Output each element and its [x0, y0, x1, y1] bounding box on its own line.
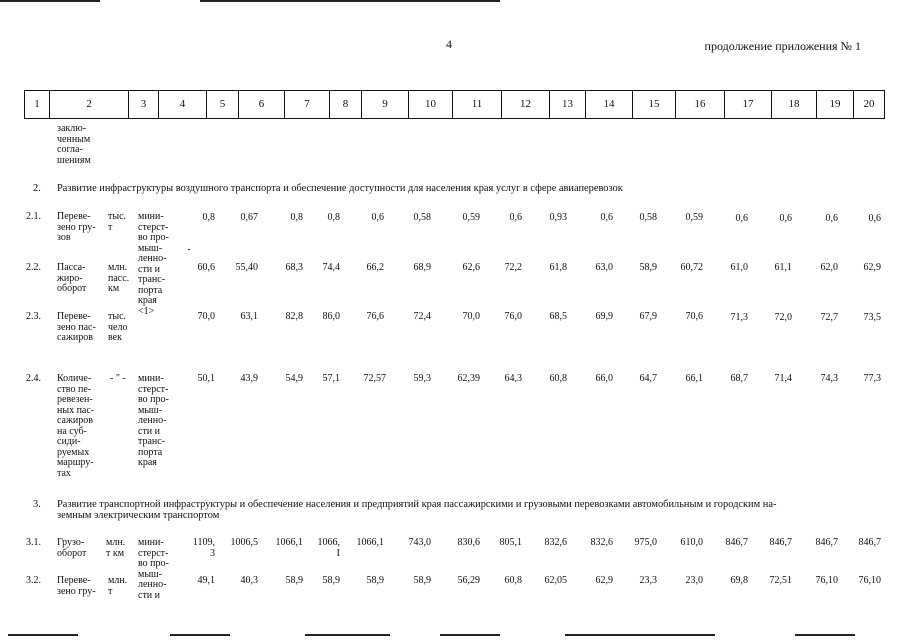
value-cell: 0,8 — [327, 212, 340, 223]
value-cell: 975,0 — [634, 537, 657, 548]
value-cell: 62,9 — [595, 575, 613, 586]
value-cell: 0,8 — [290, 212, 303, 223]
row-2-3-number: 2.3. — [26, 311, 41, 322]
row-2-1-responsible: мини- стерст- во про- мыш- ленно- сти и транс- порта края <1> — [138, 211, 169, 317]
value-cell: 0,8 — [202, 212, 215, 223]
row-2-2-indicator: Пасса- жиро- оборот — [57, 262, 87, 294]
value-cell: 0,59 — [462, 212, 480, 223]
value-cell: 66,0 — [595, 373, 613, 384]
value-cell: 76,6 — [366, 311, 384, 322]
appendix-reference: продолжение приложения № 1 — [704, 39, 861, 53]
row-3-1-number: 3.1. — [26, 537, 41, 548]
value-cell: 62,0 — [820, 262, 838, 273]
row-2-3-unit: тыс. чело век — [108, 311, 128, 343]
value-cell: 72,57 — [363, 373, 386, 384]
value-cell: 69,8 — [730, 575, 748, 586]
value-cell: 61,1 — [774, 262, 792, 273]
value-cell: 58,9 — [285, 575, 303, 586]
value-cell: 70,6 — [685, 311, 703, 322]
value-cell: 68,9 — [413, 262, 431, 273]
column-header-3: 3 — [129, 91, 159, 118]
row-2-3-indicator: Переве- зено пас- сажиров — [57, 311, 96, 343]
value-cell: 62,6 — [462, 262, 480, 273]
stray-mark — [188, 249, 190, 250]
page-edge-bottom-left — [8, 634, 78, 636]
row-2-1-number: 2.1. — [26, 211, 41, 222]
column-number-header — [24, 90, 885, 119]
column-header-14: 14 — [586, 91, 633, 118]
column-header-17: 17 — [725, 91, 772, 118]
value-cell: 830,6 — [457, 537, 480, 548]
page-edge-bottom-a — [170, 634, 230, 636]
value-cell: 72,2 — [504, 262, 522, 273]
value-cell: 70,0 — [197, 311, 215, 322]
value-cell: 0,6 — [868, 213, 881, 224]
value-cell: 63,1 — [240, 311, 258, 322]
column-header-10: 10 — [409, 91, 453, 118]
value-cell: 54,9 — [285, 373, 303, 384]
page-edge-bottom-e — [795, 634, 855, 636]
value-cell: 86,0 — [322, 311, 340, 322]
column-header-19: 19 — [817, 91, 854, 118]
value-cell: 846,7 — [725, 537, 748, 548]
row-3-1-unit: млн. т км — [106, 537, 126, 559]
value-cell: 846,7 — [769, 537, 792, 548]
page-edge-top-left — [0, 0, 100, 2]
value-cell: 72,7 — [820, 312, 838, 323]
value-cell: 805,1 — [499, 537, 522, 548]
value-cell: 0,6 — [779, 213, 792, 224]
section-2-number: 2. — [33, 183, 41, 194]
column-header-11: 11 — [453, 91, 502, 118]
row-2-2-unit: млн. пасс. км — [108, 262, 130, 294]
column-header-9: 9 — [362, 91, 409, 118]
value-cell: 610,0 — [680, 537, 703, 548]
value-cell: 71,4 — [774, 373, 792, 384]
value-cell: 50,1 — [197, 373, 215, 384]
value-cell: 1066,1 — [275, 537, 303, 548]
value-cell: 64,3 — [504, 373, 522, 384]
value-cell: 0,6 — [600, 212, 613, 223]
value-cell: 66,2 — [366, 262, 384, 273]
row-2-4-unit: - " - — [110, 373, 126, 384]
value-cell: 56,29 — [457, 575, 480, 586]
value-cell: 71,3 — [730, 312, 748, 323]
column-header-15: 15 — [633, 91, 676, 118]
value-cell: 62,39 — [457, 373, 480, 384]
page-edge-bottom-d — [565, 634, 715, 636]
section-3-title-line-1: Развитие транспортной инфраструктуры и обеспечение населения и предприятий края пассажирскими и грузовыми перевозками автомобильным и городским на- — [57, 499, 777, 510]
value-cell: 72,4 — [413, 311, 431, 322]
column-header-12: 12 — [502, 91, 550, 118]
value-cell: 72,0 — [774, 312, 792, 323]
value-cell: 743,0 — [408, 537, 431, 548]
value-cell: 64,7 — [639, 373, 657, 384]
value-cell: 60,6 — [197, 262, 215, 273]
value-cell: 0,59 — [685, 212, 703, 223]
value-cell: 832,6 — [544, 537, 567, 548]
value-cell: 0,67 — [240, 212, 258, 223]
value-cell: 77,3 — [863, 373, 881, 384]
carryover-text: заклю- ченным согла- шениям — [57, 123, 91, 166]
page-edge-bottom-b — [305, 634, 390, 636]
value-cell: 69,9 — [595, 311, 613, 322]
column-header-4: 4 — [159, 91, 207, 118]
value-cell: 43,9 — [240, 373, 258, 384]
value-cell: 76,10 — [815, 575, 838, 586]
value-cell: 58,9 — [322, 575, 340, 586]
row-3-1-responsible: мини- стерст- во про- мыш- ленно- сти и — [138, 537, 169, 601]
value-cell: 74,4 — [322, 262, 340, 273]
column-header-5: 5 — [207, 91, 239, 118]
value-cell: 57,1 — [322, 373, 340, 384]
value-cell: 58,9 — [413, 575, 431, 586]
value-cell: 76,0 — [504, 311, 522, 322]
value-cell: 1066, I — [317, 537, 340, 559]
value-cell: 62,05 — [544, 575, 567, 586]
value-cell: 62,9 — [863, 262, 881, 273]
row-3-2-number: 3.2. — [26, 575, 41, 586]
value-cell: 0,6 — [509, 212, 522, 223]
section-2-title: Развитие инфраструктуры воздушного транспорта и обеспечение доступности для населения края услуг в сфере авиаперевозок — [57, 183, 623, 194]
section-3-number: 3. — [33, 499, 41, 510]
column-header-20: 20 — [863, 97, 875, 110]
value-cell: 68,7 — [730, 373, 748, 384]
value-cell: 60,72 — [680, 262, 703, 273]
value-cell: 66,1 — [685, 373, 703, 384]
value-cell: 0,6 — [371, 212, 384, 223]
value-cell: 55,40 — [235, 262, 258, 273]
row-2-1-unit: тыс. т — [108, 211, 127, 233]
row-3-2-indicator: Переве- зено гру- — [57, 575, 96, 597]
value-cell: 0,93 — [549, 212, 567, 223]
value-cell: 82,8 — [285, 311, 303, 322]
value-cell: 58,9 — [639, 262, 657, 273]
column-header-8: 8 — [330, 91, 362, 118]
column-header-13: 13 — [550, 91, 586, 118]
column-header-7: 7 — [285, 91, 330, 118]
row-2-1-indicator: Переве- зено гру- зов — [57, 211, 96, 243]
value-cell: 40,3 — [240, 575, 258, 586]
value-cell: 58,9 — [366, 575, 384, 586]
value-cell: 60,8 — [504, 575, 522, 586]
value-cell: 1006,5 — [230, 537, 258, 548]
value-cell: 846,7 — [858, 537, 881, 548]
section-3-title-line-2: земным электрическим транспортом — [57, 510, 220, 521]
value-cell: 61,8 — [549, 262, 567, 273]
value-cell: 67,9 — [639, 311, 657, 322]
value-cell: 23,0 — [685, 575, 703, 586]
column-header-16: 16 — [676, 91, 725, 118]
value-cell: 23,3 — [639, 575, 657, 586]
value-cell: 0,6 — [825, 213, 838, 224]
row-2-4-indicator: Количе- ство пе- ревезен- ных пас- сажиров на суб- сиди- руемых маршру- тах — [57, 373, 95, 479]
value-cell: 74,3 — [820, 373, 838, 384]
row-2-4-responsible: мини- стерст- во про- мыш- ленно- сти и транс- порта края — [138, 373, 169, 468]
row-2-4-number: 2.4. — [26, 373, 41, 384]
page-edge-bottom-c — [440, 634, 500, 636]
page-number: 4 — [446, 37, 452, 51]
value-cell: 59,3 — [413, 373, 431, 384]
value-cell: 73,5 — [863, 312, 881, 323]
page-edge-top-mid — [200, 0, 500, 2]
row-2-2-number: 2.2. — [26, 262, 41, 273]
value-cell: 76,10 — [858, 575, 881, 586]
value-cell: 68,3 — [285, 262, 303, 273]
column-header-2: 2 — [50, 91, 129, 118]
column-header-1: 1 — [25, 91, 50, 118]
column-header-18: 18 — [772, 91, 817, 118]
row-3-2-unit: млн. т — [108, 575, 128, 597]
value-cell: 846,7 — [815, 537, 838, 548]
row-3-1-indicator: Грузо- оборот — [57, 537, 87, 559]
value-cell: 1109, 3 — [192, 537, 215, 559]
value-cell: 60,8 — [549, 373, 567, 384]
value-cell: 70,0 — [462, 311, 480, 322]
column-header-6: 6 — [239, 91, 285, 118]
value-cell: 832,6 — [590, 537, 613, 548]
value-cell: 63,0 — [595, 262, 613, 273]
value-cell: 68,5 — [549, 311, 567, 322]
value-cell: 72,51 — [769, 575, 792, 586]
value-cell: 49,1 — [197, 575, 215, 586]
value-cell: 0,58 — [639, 212, 657, 223]
value-cell: 1066,1 — [356, 537, 384, 548]
value-cell: 0,6 — [735, 213, 748, 224]
value-cell: 0,58 — [413, 212, 431, 223]
value-cell: 61,0 — [730, 262, 748, 273]
